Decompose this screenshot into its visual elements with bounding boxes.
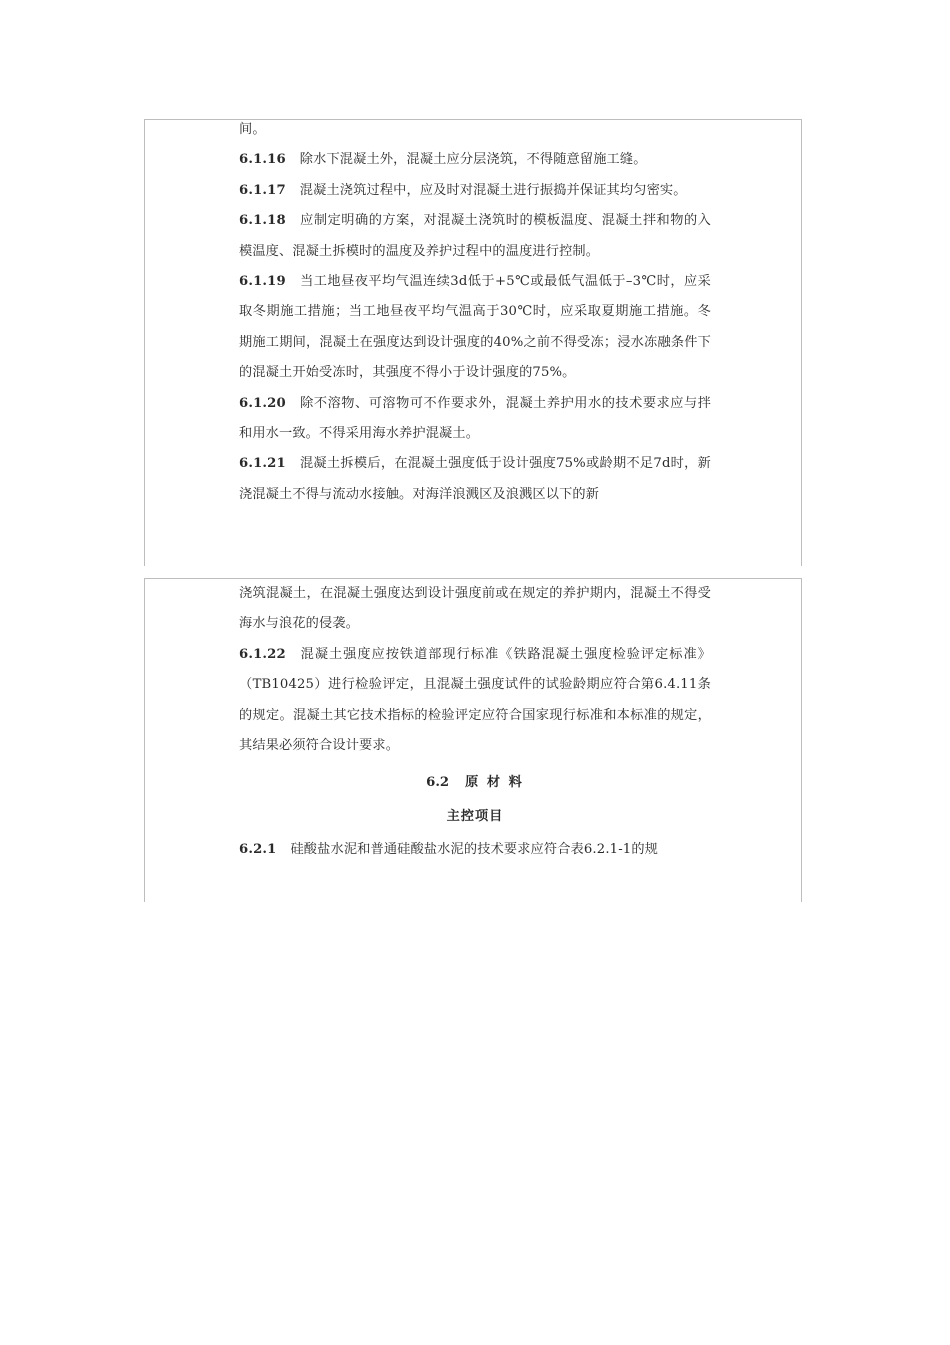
- clause-6-1-19: [239, 267, 711, 389]
- clause-number: 6.2.1: [239, 842, 277, 858]
- section-title: 原 材 料: [465, 775, 524, 791]
- clause-6-1-16: [239, 145, 711, 175]
- page-fragment-bottom: [144, 578, 802, 902]
- subsection-heading: 主控项目: [446, 808, 504, 824]
- clause-number: 6.1.16: [239, 152, 286, 168]
- clause-6-1-20: [239, 389, 711, 450]
- clause-6-1-18: [239, 206, 711, 267]
- clause-text: 混凝土拆模后，在混凝土强度低于设计强度75%或龄期不足7d时，新浇混凝土不得与流动水接触。对海洋浪溅区及浪溅区以下的新: [239, 456, 711, 502]
- clause-number: 6.1.19: [239, 274, 286, 290]
- clause-number: 6.1.18: [239, 213, 286, 229]
- section-heading: [239, 768, 711, 798]
- clause-6-2-1: [239, 835, 711, 865]
- clause-text: 硅酸盐水泥和普通硅酸盐水泥的技术要求应符合表6.2.1-1的规: [290, 842, 659, 858]
- clause-text: 应制定明确的方案，对混凝土浇筑时的模板温度、混凝土拌和物的入模温度、混凝土拆模时的温度及养护过程中的温度进行控制。: [239, 213, 711, 259]
- clause-number: 6.1.22: [239, 646, 286, 662]
- clause-number: 6.1.20: [239, 395, 286, 411]
- clause-text: 混凝土浇筑过程中，应及时对混凝土进行振捣并保证其均匀密实。: [299, 182, 687, 198]
- clause-continuation: 浇筑混凝土，在混凝土强度达到设计强度前或在规定的养护期内，混凝土不得受海水与浪花的侵袭。: [239, 586, 711, 632]
- clause-text-block: [239, 119, 711, 510]
- clause-6-1-21: [239, 449, 711, 510]
- section-number: 6.2: [426, 775, 450, 791]
- clause-text: 除不溶物、可溶物可不作要求外，混凝土养护用水的技术要求应与拌和用水一致。不得采用海水养护混凝土。: [239, 395, 711, 442]
- clause-number: 6.1.17: [239, 182, 286, 198]
- page-fragment-top: [144, 119, 802, 566]
- clause-text: 除水下混凝土外，混凝土应分层浇筑，不得随意留施工缝。: [299, 152, 647, 168]
- clause-6-1-17: [239, 176, 711, 206]
- clause-text: 混凝土强度应按铁道部现行标准《铁路混凝土强度检验评定标准》（TB10425）进行检验评定，且混凝土强度试件的试验龄期应符合第6.4.11条的规定。混凝土其它技术指标的检验评定应符合国家现行标准和本标准的规定，其结果必须符合设计要求。: [239, 646, 711, 754]
- clause-text: 当工地昼夜平均气温连续3d低于+5℃或最低气温低于–3℃时，应采取冬期施工措施；当工地昼夜平均气温高于30℃时，应采取夏期施工措施。冬期施工期间，混凝土在强度达到设计强度的40%之前不得受冻；浸水冻融条件下的混凝土开始受冻时，其强度不得小于设计强度的75%。: [239, 274, 711, 381]
- clause-number: 6.1.21: [239, 456, 286, 472]
- clause-text-block: [239, 579, 711, 866]
- clause-6-1-22: [239, 640, 711, 762]
- clause-continuation: 间。: [239, 122, 266, 137]
